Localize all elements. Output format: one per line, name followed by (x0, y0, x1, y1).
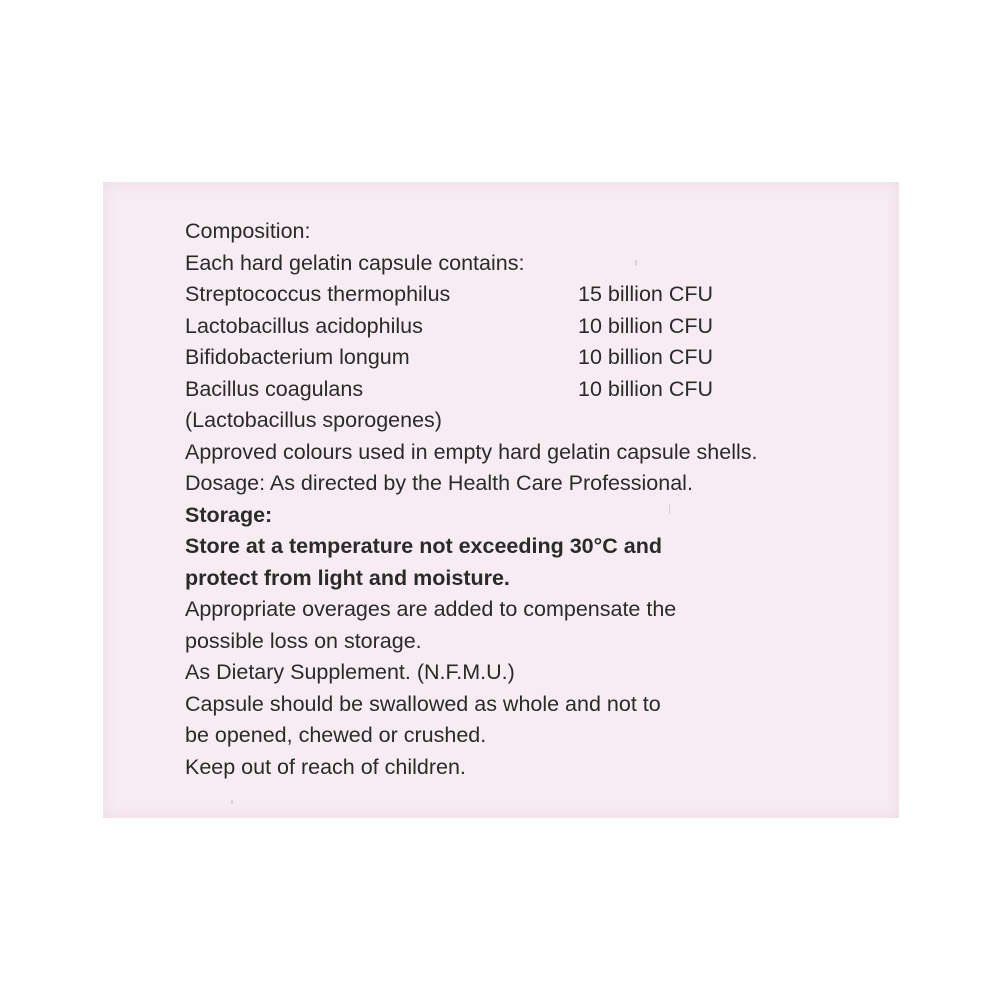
product-label-panel (103, 182, 899, 818)
ingredient-amount: 15 billion CFU (578, 282, 714, 306)
print-speck (231, 800, 233, 804)
children-warning: Keep out of reach of children. (185, 754, 466, 779)
ingredient-row (185, 342, 885, 374)
ingredient-name: Streptococcus thermophilus (185, 282, 451, 306)
storage-heading: Storage: (185, 502, 273, 527)
ingredient-name: Lactobacillus acidophilus (185, 313, 423, 338)
colours-statement: Approved colours used in empty hard gelatin capsule shells. (185, 439, 758, 464)
composition-heading: Composition: (185, 219, 311, 243)
capsule-instruction-line: Capsule should be swallowed as whole and not to (185, 691, 661, 716)
dosage-statement: Dosage: As directed by the Health Care Professional. (185, 471, 693, 495)
ingredient-amount: 10 billion CFU (578, 313, 714, 338)
overages-statement-line: Appropriate overages are added to compensate the (185, 597, 677, 621)
ingredient-amount: 10 billion CFU (578, 345, 714, 369)
ingredient-amount: 10 billion CFU (578, 376, 714, 401)
ingredient-row (185, 374, 885, 406)
composition-intro: Each hard gelatin capsule contains: (185, 250, 525, 275)
label-text (185, 216, 885, 783)
ingredient-name: Bifidobacterium longum (185, 345, 410, 369)
ingredient-name: Bacillus coagulans (185, 376, 364, 401)
overages-statement-line: possible loss on storage. (185, 628, 422, 653)
storage-instruction-line: Store at a temperature not exceeding 30°C and (185, 534, 662, 558)
ingredient-row (185, 311, 885, 343)
supplement-statement: As Dietary Supplement. (N.F.M.U.) (185, 660, 515, 684)
ingredient-row (185, 279, 885, 311)
storage-instruction-line: protect from light and moisture. (185, 565, 510, 590)
ingredient-synonym: (Lactobacillus sporogenes) (185, 408, 442, 432)
capsule-instruction-line: be opened, chewed or crushed. (185, 723, 487, 747)
